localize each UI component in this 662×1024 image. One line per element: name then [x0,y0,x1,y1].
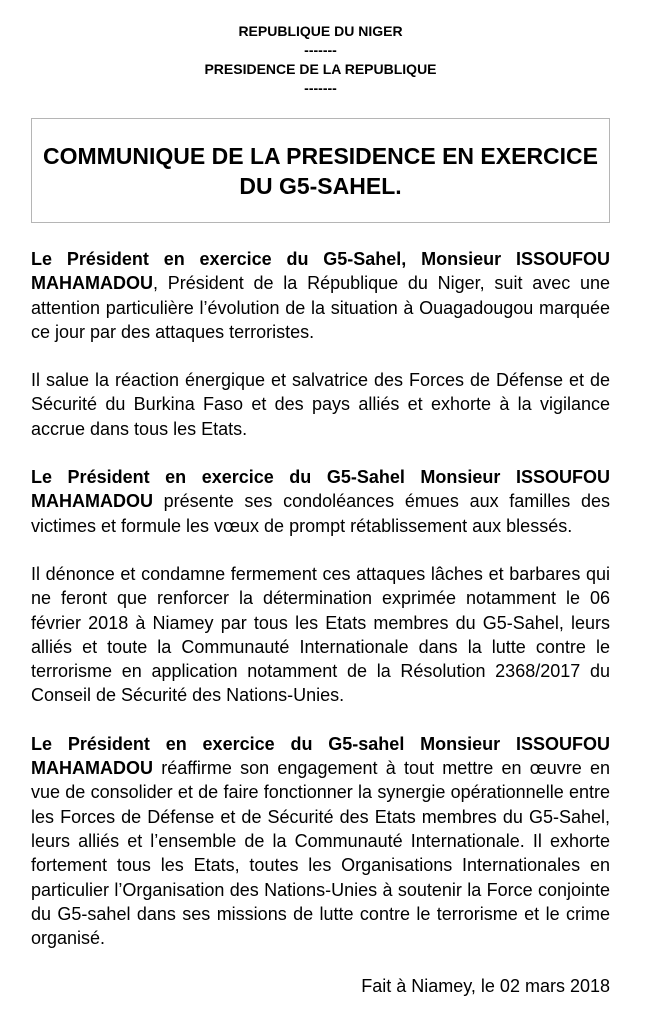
paragraph-text: , Président de la République du Niger, suit avec une attention particulière l’évolution de la situation à Ouagadougou marquée ce jour par des attaques terroristes. [31,273,610,342]
document-body [31,247,610,950]
paragraph-bold-lead: Le Président en exercice du G5-sahel Monsieur ISSOUFOU MAHAMADOU [31,733,610,779]
document-title [43,141,598,201]
header-country: REPUBLIQUE DU NIGER [238,23,403,39]
paragraph-bold-lead: Le Président en exercice du G5-Sahel, Monsieur ISSOUFOU MAHAMADOU [31,249,610,294]
title-box [31,118,610,223]
title-line: COMMUNIQUE DE LA PRESIDENCE EN EXERCICE [42,142,599,169]
header-separator: ------- [304,42,337,58]
closing-place-date: Fait à Niamey, le 02 mars 2018 [361,976,610,997]
header-institution: PRESIDENCE DE LA REPUBLIQUE [204,61,437,77]
paragraph [31,465,610,538]
paragraph-text: Il salue la réaction énergique et salvatrice des Forces de Défense et de Sécurité du Burkina Faso et des pays alliés et exhorte à la vigilance accrue dans tous les Etats. [31,370,610,439]
paragraph [31,732,610,951]
paragraph-text: présente ses condoléances émues aux familles des victimes et formule les vœux de prompt rétablissement aux blessés. [31,491,610,536]
paragraph [31,247,610,344]
paragraph-text: réaffirme son engagement à tout mettre en œuvre en vue de consolider et de faire fonctionner la synergie opérationnelle entre les Forces de Défense et de Sécurité des Etats membres du G5-Sahel, leurs alliés et l’ensemble de la Communauté Internationale. Il exhorte fortement tous les Etats, toutes les Organisations Internationales en particulier l’Organisation des Nations-Unies à soutenir la Force conjointe du G5-sahel dans ses missions de lutte contre le terrorisme et le crime organisé. [31,758,610,949]
paragraph [31,562,610,708]
document-header [31,0,610,98]
title-line: DU G5-SAHEL. [239,172,402,199]
paragraph-bold-lead: Le Président en exercice du G5-Sahel Monsieur ISSOUFOU MAHAMADOU [31,467,610,512]
paragraph [31,368,610,441]
header-separator: ------- [304,80,337,96]
paragraph-text: Il dénonce et condamne fermement ces attaques lâches et barbares qui ne feront que renforcer la détermination exprimée notamment le 06 février 2018 à Niamey par tous les Etats membres du G5-Sahel, leurs alliés et toute la Communauté Internationale dans la lutte contre le terrorisme en application notamment de la Résolution 2368/2017 du Conseil de Sécurité des Nations-Unies. [31,563,610,706]
